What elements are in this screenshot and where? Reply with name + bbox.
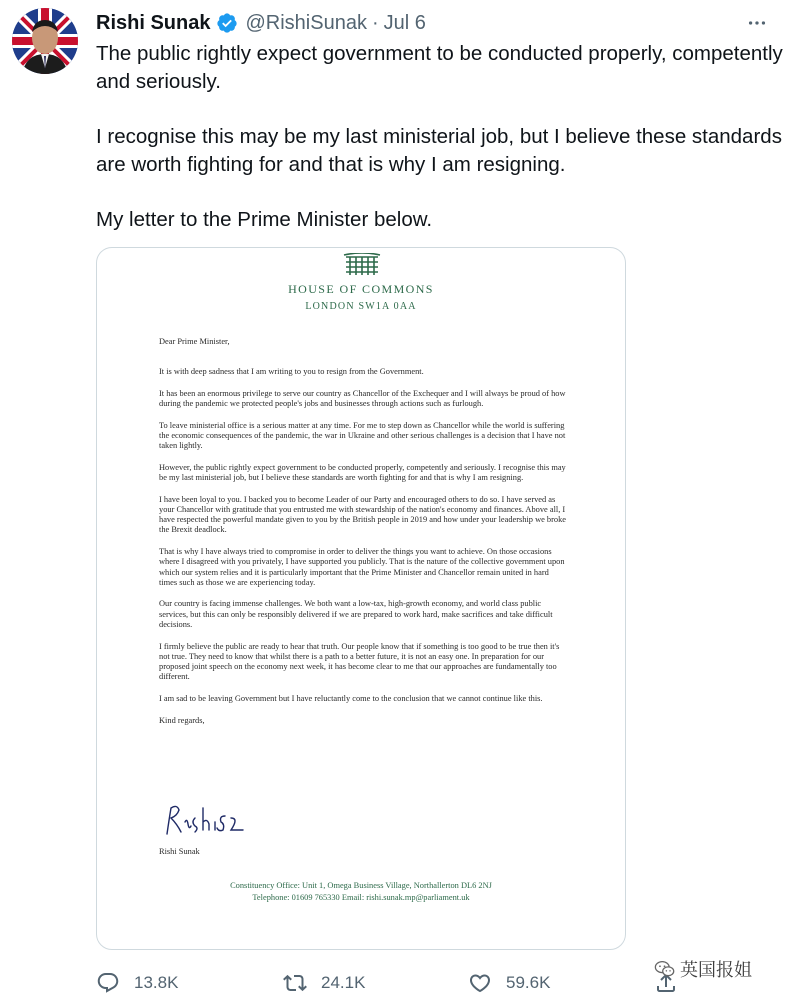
letter-paragraph: Our country is facing immense challenges. We both want a low-tax, high-growth economy, and world class public services, but this can only be responsibly delivered if we are prepared to work hard, make sacrifices and take difficult decisions.: [159, 599, 553, 629]
letter-body: [159, 337, 569, 737]
letter-paragraph: That is why I have always tried to compromise in order to deliver the things you want to achieve. On those occasions where I disagreed with you privately, I have supported you publicly. That is the nature of the collective government upon which our system relies and it is particularly important that the Prime Minister and Chancellor remain united in hard times such as those we are experiencing today.: [159, 547, 565, 587]
letter-footer-contact: Telephone: 01609 765330 Email: rishi.sunak.mp@parliament.uk: [252, 893, 470, 902]
letterhead-subtitle: LONDON SW1A 0AA: [305, 301, 417, 312]
letter-salutation: Dear Prime Minister,: [159, 337, 230, 346]
tweet-paragraph: The public rightly expect government to be conducted properly, competently and seriously.: [96, 42, 783, 93]
separator-dot: ·: [371, 11, 379, 34]
reply-button[interactable]: [96, 968, 178, 998]
letter-paragraph: It is with deep sadness that I am writing to you to resign from the Government.: [159, 367, 424, 377]
tweet-paragraph: My letter to the Prime Minister below.: [96, 208, 433, 231]
letter-signed-name: Rishi Sunak: [159, 847, 200, 856]
retweet-count: 24.1K: [321, 973, 366, 992]
avatar-image: [12, 8, 78, 74]
watermark: [654, 956, 752, 982]
wechat-icon: [654, 958, 676, 980]
letter-paragraph: It has been an enormous privilege to serve our country as Chancellor of the Exchequer and I will always be proud of how during the pandemic we protected people's jobs and businesses through actions such as furlough.: [159, 388, 566, 409]
like-icon: [468, 971, 492, 995]
reply-icon: [96, 971, 120, 995]
tweet-paragraph: I recognise this may be my last ministerial job, but I believe these standards are worth fighting for and that is why I am resigning.: [96, 125, 782, 176]
letter-paragraph: However, the public rightly expect government to be conducted properly, competently and seriously. I recognise this may be my last ministerial job, but I believe these standards are worth fighting for and that is why I am resigning.: [159, 462, 566, 483]
verified-badge-icon: [216, 12, 238, 34]
avatar[interactable]: [12, 8, 78, 74]
letterhead-title: HOUSE OF COMMONS: [288, 282, 434, 296]
watermark-text: 英国报姐: [680, 960, 752, 980]
tweet-header: [96, 10, 772, 36]
display-name[interactable]: Rishi Sunak: [96, 11, 211, 34]
retweet-icon: [283, 971, 307, 995]
retweet-button[interactable]: [283, 968, 365, 998]
like-count: 59.6K: [506, 973, 551, 992]
handwritten-signature: [161, 800, 251, 840]
letter-paragraph: I am sad to be leaving Government but I have reluctantly come to the conclusion that we cannot continue like this.: [159, 693, 543, 703]
tweet-media-image[interactable]: [96, 247, 626, 950]
tweet-date[interactable]: Jul 6: [383, 11, 426, 34]
resignation-letter: [97, 248, 625, 949]
reply-count: 13.8K: [134, 973, 179, 992]
letter-paragraph: To leave ministerial office is a serious matter at any time. For me to step down as Chancellor while the world is suffering the economic consequences of the pandemic, the war in Ukraine and other serious challenges is a decision that I have not taken lightly.: [159, 420, 566, 451]
more-options-button[interactable]: [742, 10, 772, 36]
letter-footer-address: Constituency Office: Unit 1, Omega Business Village, Northallerton DL6 2NJ: [230, 881, 492, 890]
letter-closing: Kind regards,: [159, 715, 205, 725]
more-dots-icon: [746, 12, 768, 34]
like-button[interactable]: [468, 968, 550, 998]
letter-paragraph: I firmly believe the public are ready to hear that truth. Our people know that if something is too good to be true then it's not true. They need to know that whilst there is a path to a better future, it is not an easy one. In preparation for our proposed joint speech on the economy next week, it has become clear to me that our approaches are fundamentally too different.: [159, 641, 560, 682]
letter-paragraph: I have been loyal to you. I backed you to become Leader of our Party and encouraged others to do so. I have served as your Chancellor with gratitude that you entrusted me with stewardship of the nation's economy and finances. Above all, I have respected the powerful mandate given to you by the British people in 2019 and how under your leadership we broke the Brexit deadlock.: [159, 494, 567, 535]
tweet-text: [96, 40, 786, 234]
portcullis-crest-icon: [342, 253, 382, 277]
user-handle[interactable]: @RishiSunak: [245, 11, 367, 34]
